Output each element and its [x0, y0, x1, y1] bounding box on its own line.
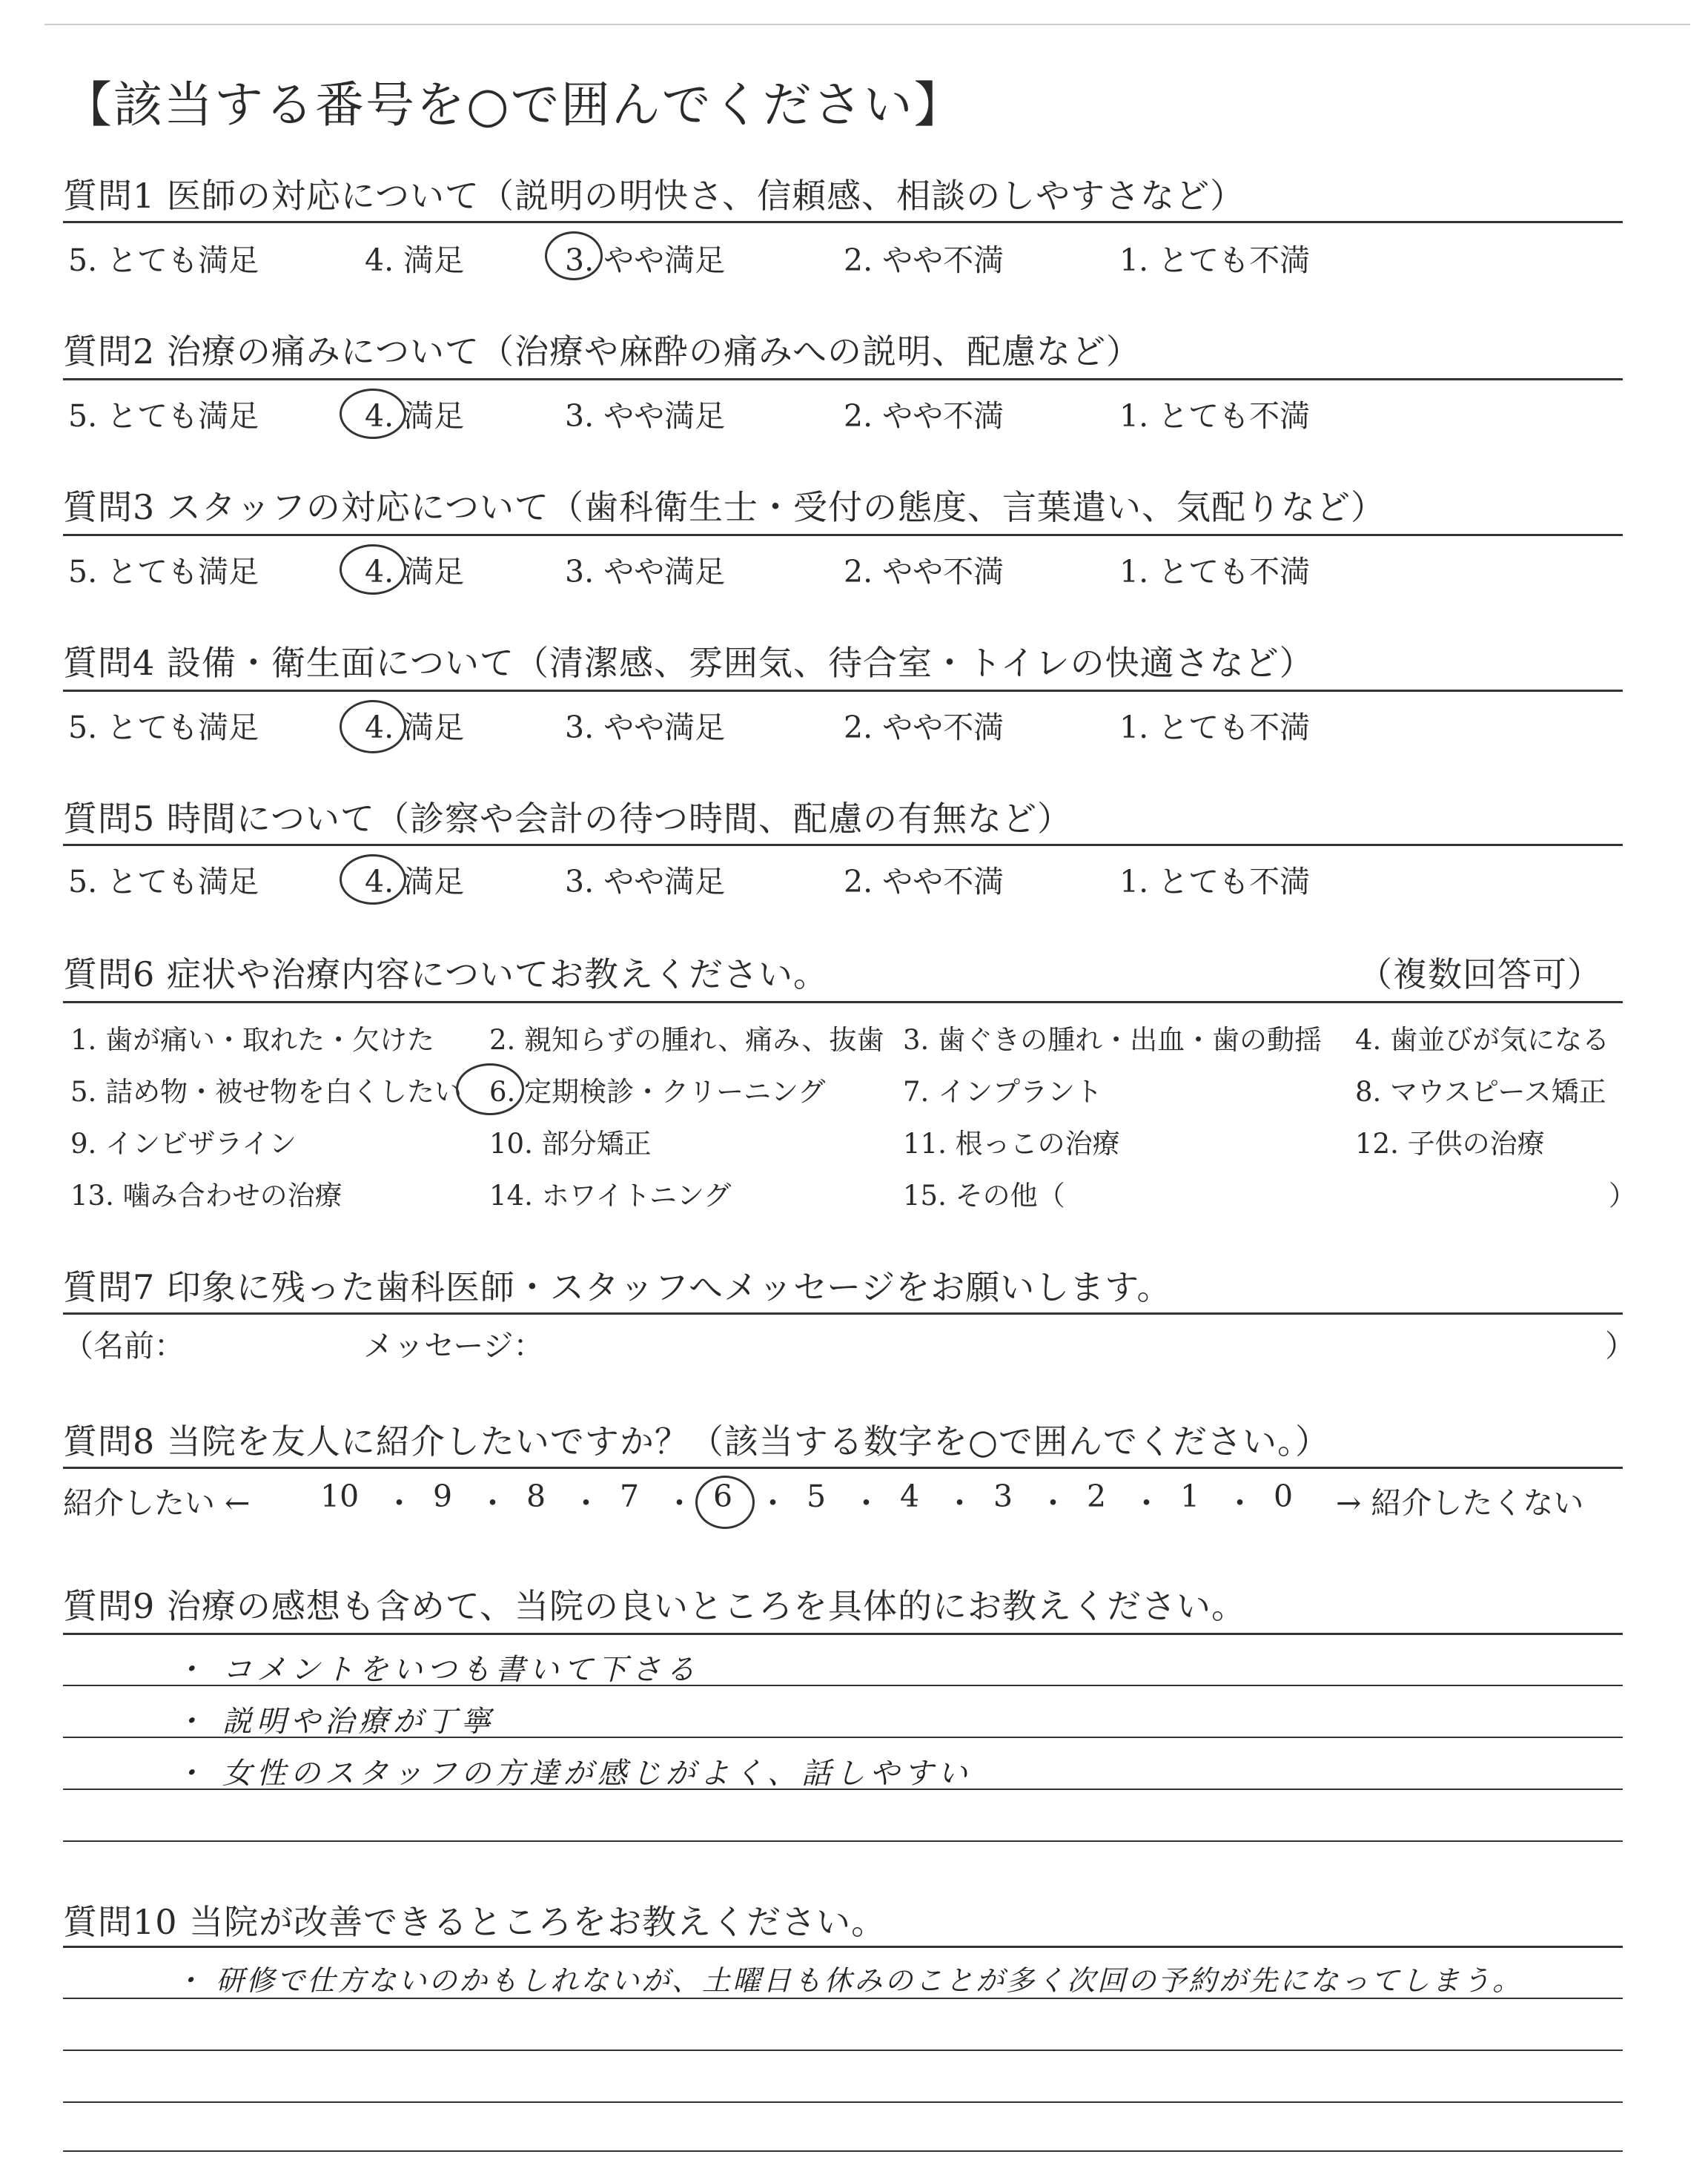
- q8-sep: ・: [944, 1485, 975, 1521]
- q2-option-5[interactable]: 5. とても満足: [68, 398, 259, 434]
- q8-sep: ・: [1131, 1485, 1162, 1521]
- q9-answer-3: ・ 女性のスタッフの方達が感じがよく、話しやすい: [174, 1757, 972, 1791]
- q8-sep: ・: [851, 1485, 881, 1521]
- q8-sep: ・: [384, 1485, 414, 1521]
- q3-title: 質問3 スタッフの対応について（歯科衛生士・受付の態度、言葉遣い、気配りなど）: [63, 487, 1386, 527]
- q1-title: 質問1 医師の対応について（説明の明快さ、信頼感、相談のしやすさなど）: [63, 176, 1245, 216]
- q8-sep: ・: [1225, 1485, 1255, 1521]
- q1-selection-circle: [545, 231, 603, 280]
- q7-close: ）: [1605, 1328, 1635, 1364]
- page-heading: 【該当する番号を○で囲んでください】: [63, 76, 964, 133]
- q5-option-1[interactable]: 1. とても不満: [1119, 864, 1311, 899]
- q8-scale-3[interactable]: 3: [993, 1479, 1013, 1514]
- q5-option-4[interactable]: 4. 満足: [365, 864, 465, 899]
- q8-left-label: 紹介したい ←: [63, 1485, 251, 1521]
- q6-option-8[interactable]: 8. マウスピース矯正: [1355, 1076, 1606, 1108]
- q6-option-6[interactable]: 6. 定期検診・クリーニング: [489, 1076, 826, 1108]
- q8-scale-0[interactable]: 0: [1274, 1479, 1294, 1514]
- q9-answer-2: ・ 説明や治療が丁寧: [174, 1705, 495, 1739]
- q7-message-label: メッセージ：: [363, 1328, 544, 1364]
- q3-option-5[interactable]: 5. とても満足: [68, 554, 259, 589]
- q8-sep: ・: [571, 1485, 601, 1521]
- q4-option-1[interactable]: 1. とても不満: [1119, 710, 1311, 745]
- q8-scale-9[interactable]: 9: [433, 1479, 453, 1514]
- q8-scale-7[interactable]: 7: [620, 1479, 640, 1514]
- q10-rule-2: [63, 2050, 1623, 2051]
- q3-option-1[interactable]: 1. とても不満: [1119, 554, 1311, 589]
- q1-rule: [63, 221, 1623, 223]
- q6-selection-circle: [456, 1063, 524, 1115]
- q8-scale-4[interactable]: 4: [900, 1479, 920, 1514]
- q3-selection-circle: [340, 544, 406, 595]
- q5-option-2[interactable]: 2. やや不満: [844, 864, 1004, 899]
- q8-scale-8[interactable]: 8: [526, 1479, 546, 1514]
- q10-rule-4: [63, 2150, 1623, 2152]
- q4-option-5[interactable]: 5. とても満足: [68, 710, 259, 745]
- q8-sep: ・: [664, 1485, 695, 1521]
- q4-option-3[interactable]: 3. やや満足: [565, 710, 726, 745]
- q6-option-12[interactable]: 12. 子供の治療: [1355, 1128, 1545, 1160]
- q3-option-2[interactable]: 2. やや不満: [844, 554, 1004, 589]
- q2-rule: [63, 378, 1623, 380]
- q6-option-5[interactable]: 5. 詰め物・被せ物を白くしたい: [70, 1076, 463, 1108]
- q1-option-2[interactable]: 2. やや不満: [844, 242, 1004, 278]
- q6-rule: [63, 1001, 1623, 1003]
- q1-option-4[interactable]: 4. 満足: [365, 242, 465, 278]
- q2-option-3[interactable]: 3. やや満足: [565, 398, 726, 434]
- q9-title: 質問9 治療の感想も含めて、当院の良いところを具体的にお教えください。: [63, 1586, 1246, 1626]
- q1-option-5[interactable]: 5. とても満足: [68, 242, 259, 278]
- q6-title: 質問6 症状や治療内容についてお教えください。: [63, 954, 828, 994]
- q6-note: （複数回答可）: [1358, 954, 1602, 994]
- q10-answer-1: ・ 研修で仕方ないのかもしれないが、土曜日も休みのことが多く次回の予約が先になってしまう。: [174, 1964, 1523, 1997]
- q2-option-1[interactable]: 1. とても不満: [1119, 398, 1311, 434]
- q2-option-2[interactable]: 2. やや不満: [844, 398, 1004, 434]
- q8-scale-6[interactable]: 6: [713, 1479, 733, 1514]
- q8-sep: ・: [477, 1485, 508, 1521]
- q1-option-1[interactable]: 1. とても不満: [1119, 242, 1311, 278]
- q3-option-3[interactable]: 3. やや満足: [565, 554, 726, 589]
- q6-option-7[interactable]: 7. インプラント: [903, 1076, 1103, 1108]
- q8-rule: [63, 1467, 1623, 1469]
- q6-option-1[interactable]: 1. 歯が痛い・取れた・欠けた: [70, 1024, 435, 1056]
- q6-option-14[interactable]: 14. ホワイトニング: [489, 1180, 732, 1212]
- q8-sep: ・: [758, 1485, 788, 1521]
- top-edge-line: [44, 24, 1690, 25]
- q6-option-9[interactable]: 9. インビザライン: [70, 1128, 297, 1160]
- q8-scale-10[interactable]: 10: [320, 1479, 360, 1514]
- q8-scale-1[interactable]: 1: [1180, 1479, 1200, 1514]
- q4-option-2[interactable]: 2. やや不満: [844, 710, 1004, 745]
- q8-title: 質問8 当院を友人に紹介したいですか？（該当する数字を○で囲んでください。）: [63, 1421, 1331, 1462]
- q3-rule: [63, 534, 1623, 536]
- q8-selection-circle: [695, 1476, 755, 1529]
- q4-rule: [63, 690, 1623, 692]
- q6-option-3[interactable]: 3. 歯ぐきの腫れ・出血・歯の動揺: [903, 1024, 1323, 1056]
- q7-title: 質問7 印象に残った歯科医師・スタッフへメッセージをお願いします。: [63, 1267, 1172, 1307]
- q6-option-4[interactable]: 4. 歯並びが気になる: [1355, 1024, 1610, 1056]
- q6-option-15[interactable]: 15. その他（: [903, 1180, 1065, 1212]
- q6-option-13[interactable]: 13. 噛み合わせの治療: [70, 1180, 342, 1212]
- q3-option-4[interactable]: 4. 満足: [365, 554, 465, 589]
- q5-option-3[interactable]: 3. やや満足: [565, 864, 726, 899]
- q8-sep: ・: [1038, 1485, 1068, 1521]
- q8-scale-2[interactable]: 2: [1087, 1479, 1107, 1514]
- q9-answer-1: ・ コメントをいつも書いて下さる: [174, 1653, 700, 1687]
- q7-name-label: （名前：: [63, 1328, 185, 1364]
- q6-other-close: ）: [1609, 1180, 1636, 1212]
- q2-option-4[interactable]: 4. 満足: [365, 398, 465, 434]
- q6-option-2[interactable]: 2. 親知らずの腫れ、痛み、抜歯: [489, 1024, 884, 1056]
- q9-rule-4: [63, 1840, 1623, 1842]
- q8-scale-5[interactable]: 5: [807, 1479, 827, 1514]
- q10-rule-0: [63, 1946, 1623, 1948]
- q2-selection-circle: [340, 389, 406, 439]
- q6-option-11[interactable]: 11. 根っこの治療: [903, 1128, 1120, 1160]
- q8-right-label: → 紹介したくない: [1336, 1485, 1584, 1521]
- q5-option-5[interactable]: 5. とても満足: [68, 864, 259, 899]
- q5-rule: [63, 844, 1623, 846]
- q10-rule-3: [63, 2101, 1623, 2103]
- q2-title: 質問2 治療の痛みについて（治療や麻酔の痛みへの説明、配慮など）: [63, 331, 1142, 371]
- q6-option-10[interactable]: 10. 部分矯正: [489, 1128, 652, 1160]
- q4-selection-circle: [340, 700, 406, 753]
- q7-rule: [63, 1312, 1623, 1315]
- q5-title: 質問5 時間について（診察や会計の待つ時間、配慮の有無など）: [63, 799, 1072, 839]
- q4-title: 質問4 設備・衛生面について（清潔感、雰囲気、待合室・トイレの快適さなど）: [63, 643, 1314, 683]
- q9-rule-0: [63, 1633, 1623, 1635]
- q4-option-4[interactable]: 4. 満足: [365, 710, 465, 745]
- q10-title: 質問10 当院が改善できるところをお教えください。: [63, 1902, 887, 1942]
- q5-selection-circle: [340, 854, 406, 905]
- q1-option-3[interactable]: 3. やや満足: [565, 242, 726, 278]
